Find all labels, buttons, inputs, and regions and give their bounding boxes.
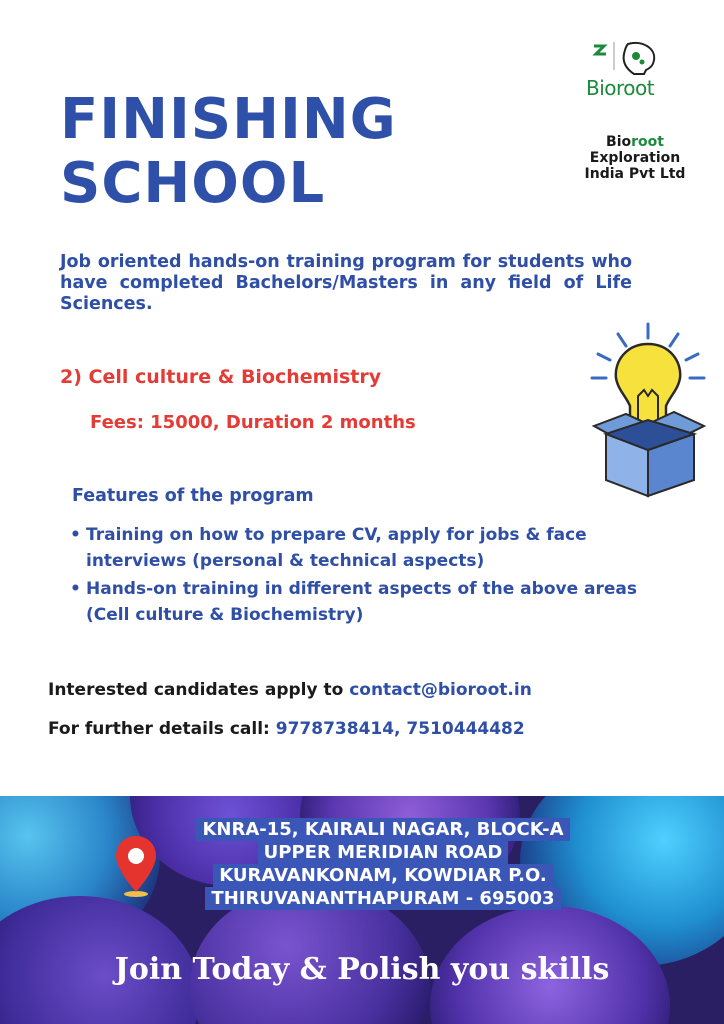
course-name: 2) Cell culture & Biochemistry [60, 366, 382, 388]
features-heading: Features of the program [72, 486, 314, 506]
address-line1: KNRA-15, KAIRALI NAGAR, BLOCK-A [196, 818, 569, 841]
company-name [560, 134, 710, 182]
feature-item: • Hands-on training in different aspects of the above areas (Cell culture & Biochemistry) [70, 576, 650, 628]
logo-text: Bioroot [586, 76, 655, 100]
feature-item: • Training on how to prepare CV, apply for jobs & face interviews (personal & technical aspects) [70, 522, 650, 574]
page-title [60, 88, 397, 216]
company-accent: root [631, 134, 664, 150]
tagline: Join Today & Polish you skills [114, 952, 610, 987]
call-label: For further details call: [48, 719, 276, 739]
phone-numbers[interactable]: 9778738414, 7510444482 [275, 719, 525, 739]
lightbulb-box-icon [586, 320, 712, 498]
address-line3: KURAVANKONAM, KOWDIAR P.O. [213, 864, 552, 887]
intro-text: Job oriented hands-on training program for students who have completed Bachelors/Masters in any field of Life Sciences. [60, 252, 632, 314]
apply-label: Interested candidates apply to [48, 680, 350, 700]
company-prefix: Bio [606, 134, 632, 150]
address-line2: UPPER MERIDIAN ROAD [258, 841, 509, 864]
company-line3: India Pvt Ltd [584, 166, 686, 182]
address-block [170, 818, 596, 910]
location-pin-icon [114, 834, 158, 898]
apply-line [48, 680, 532, 700]
features-list [70, 522, 650, 630]
title-line1: FINISHING [60, 87, 397, 152]
course-fees: Fees: 15000, Duration 2 months [90, 412, 416, 433]
contact-email-link[interactable]: contact@bioroot.in [349, 680, 532, 700]
company-line2: Exploration [589, 150, 681, 166]
title-line2: SCHOOL [60, 151, 326, 216]
address-line4: THIRUVANANTHAPURAM - 695003 [205, 887, 560, 910]
call-line [48, 719, 525, 739]
